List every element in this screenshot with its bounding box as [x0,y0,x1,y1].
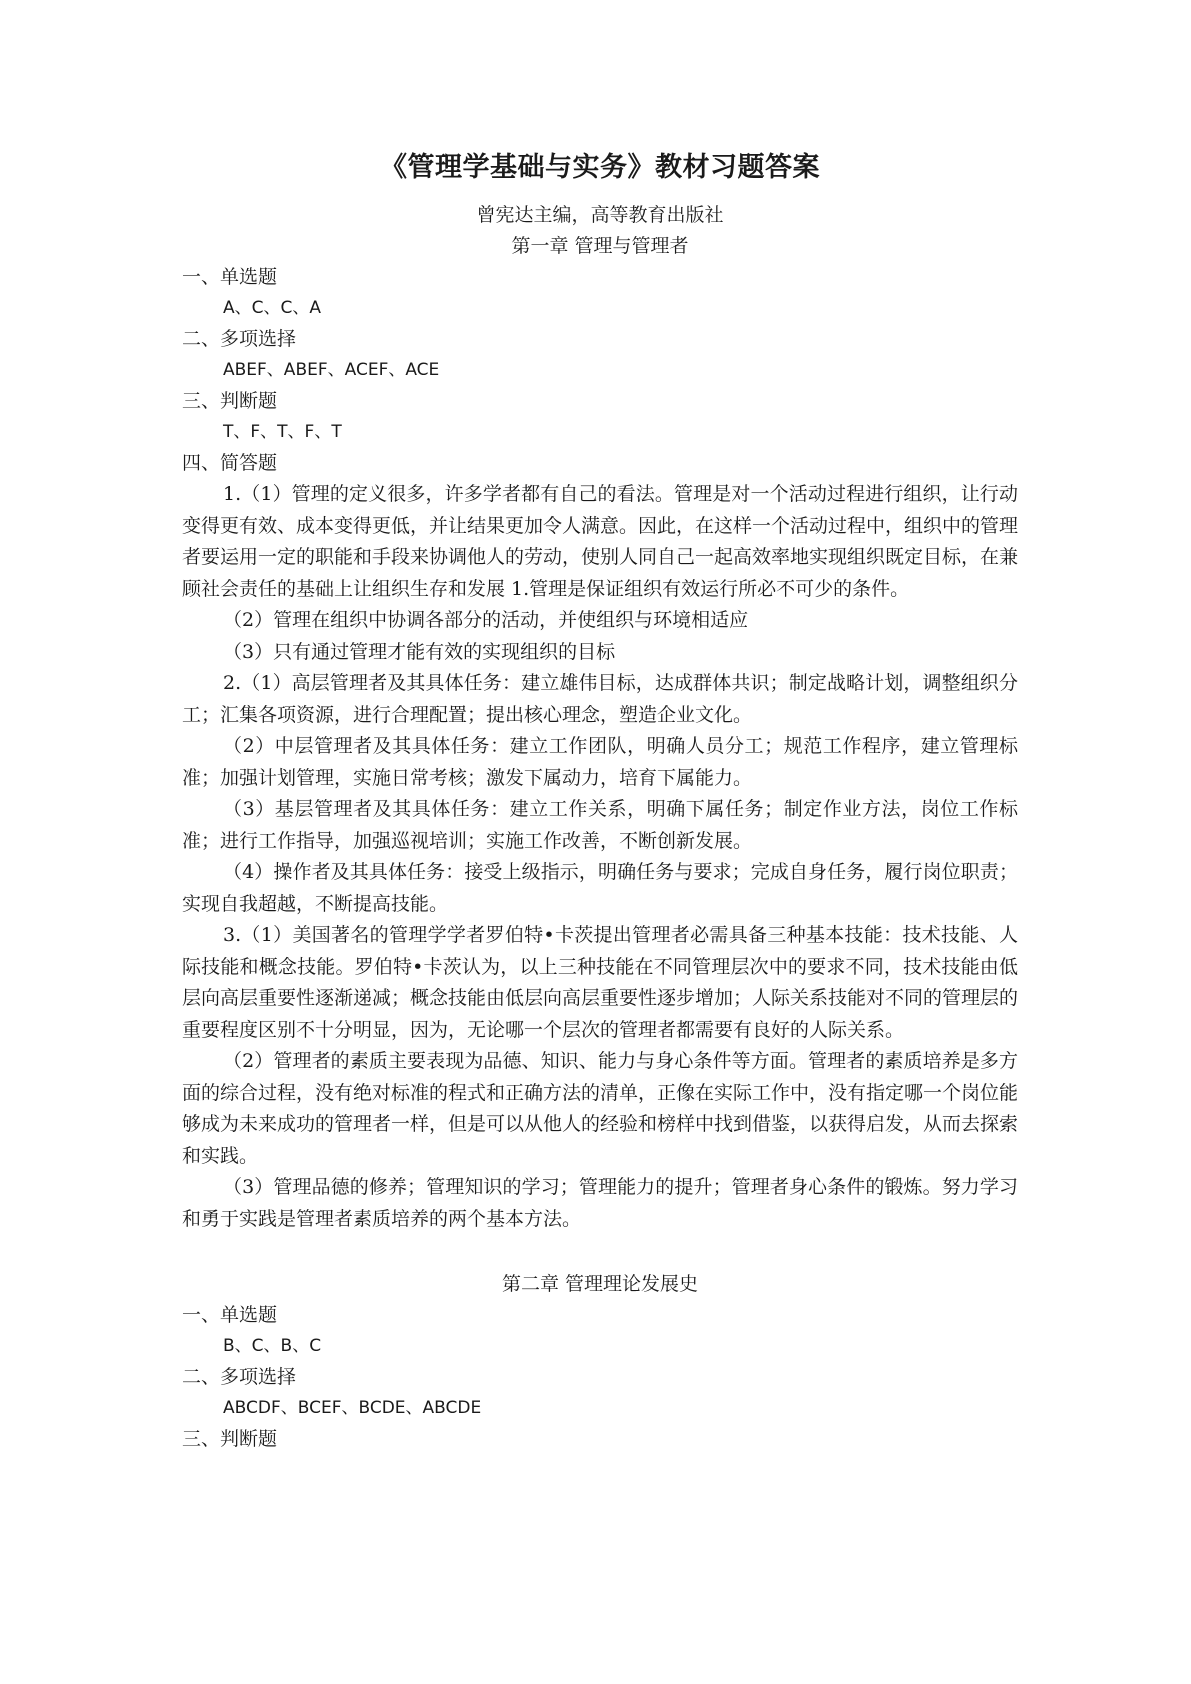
section-label-multiple-choice: 二、多项选择 [182,1366,297,1388]
section-label-single-choice: 一、单选题 [182,266,278,288]
short-answer-paragraph: （3）只有通过管理才能有效的实现组织的目标 [223,640,616,663]
section-label-short-answer: 四、简答题 [182,452,278,474]
short-answer-paragraph: （3）管理品德的修养；管理知识的学习；管理能力的提升；管理者身心条件的锻炼。努力学习和勇于实践是管理者素质培养的两个基本方法。 [182,1176,1018,1230]
chapter-heading: 第一章 管理与管理者 [511,235,689,257]
short-answer-paragraph: 1.（1）管理的定义很多，许多学者都有自己的看法。管理是对一个活动过程进行组织，让行动变得更有效、成本变得更低，并让结果更加令人满意。因此，在这样一个活动过程中，组织中的管理者要运用一定的职能和手段来协调他人的劳动，使别人同自己一起高效率地实现组织既定目标，在兼顾社会责任的基础上让组织生存和发展 1.管理是保证组织有效运行所必不可少的条件。 [182,483,1019,600]
short-answer-paragraph: 3.（1）美国著名的管理学学者罗伯特•卡茨提出管理者必需具备三种基本技能：技术技能、人际技能和概念技能。罗伯特•卡茨认为，以上三种技能在不同管理层次中的要求不同，技术技能由低层向高层重要性逐渐递减；概念技能由低层向高层重要性逐步增加；人际关系技能对不同的管理层的重要程度区别不十分明显，因为，无论哪一个层次的管理者都需要有良好的人际关系。 [182,924,1019,1041]
chapter-1 [182,231,1018,1235]
short-answer-paragraph: 2.（1）高层管理者及其具体任务：建立雄伟目标，达成群体共识；制定战略计划，调整组织分工；汇集各项资源，进行合理配置；提出核心理念，塑造企业文化。 [182,672,1018,726]
section-label-true-false: 三、判断题 [182,1428,278,1450]
short-answer-paragraph: （3）基层管理者及其具体任务：建立工作关系，明确下属任务；制定作业方法，岗位工作标准；进行工作指导，加强巡视培训；实施工作改善，不断创新发展。 [182,798,1018,852]
short-answer-paragraph: （2）管理在组织中协调各部分的活动，并使组织与环境相适应 [223,609,749,631]
section-label-true-false: 三、判断题 [182,390,278,412]
answers-multiple-choice: ABCDF、BCEF、BCDE、ABCDE [223,1398,482,1418]
short-answer-paragraph: （2）管理者的素质主要表现为品德、知识、能力与身心条件等方面。管理者的素质培养是多方面的综合过程，没有绝对标准的程式和正确方法的清单，正像在实际工作中，没有指定哪一个岗位能够成为未来成功的管理者一样，但是可以从他人的经验和榜样中找到借鉴，以获得启发，从而去探索和实践。 [182,1050,1019,1167]
chapter-2 [182,1269,1018,1455]
section-label-multiple-choice: 二、多项选择 [182,328,297,350]
short-answer-paragraph: （4）操作者及其具体任务：接受上级指示，明确任务与要求；完成自身任务，履行岗位职责；实现自我超越，不断提高技能。 [182,861,1018,915]
document-page [182,150,1018,1455]
document-title: 《管理学基础与实务》教材习题答案 [380,152,820,183]
answers-true-false: T、F、T、F、T [223,422,342,442]
answers-multiple-choice: ABEF、ABEF、ACEF、ACE [223,360,440,380]
answers-single-choice: B、C、B、C [223,1336,322,1356]
chapter-heading: 第二章 管理理论发展史 [501,1273,699,1295]
short-answer-paragraph: （2）中层管理者及其具体任务：建立工作团队，明确人员分工；规范工作程序，建立管理标准；加强计划管理，实施日常考核；激发下属动力，培育下属能力。 [182,735,1018,789]
answers-single-choice: A、C、C、A [223,298,321,318]
section-label-single-choice: 一、单选题 [182,1304,278,1326]
chapter-spacer [182,1235,1018,1269]
document-subtitle: 曾宪达主编，高等教育出版社 [476,204,724,226]
